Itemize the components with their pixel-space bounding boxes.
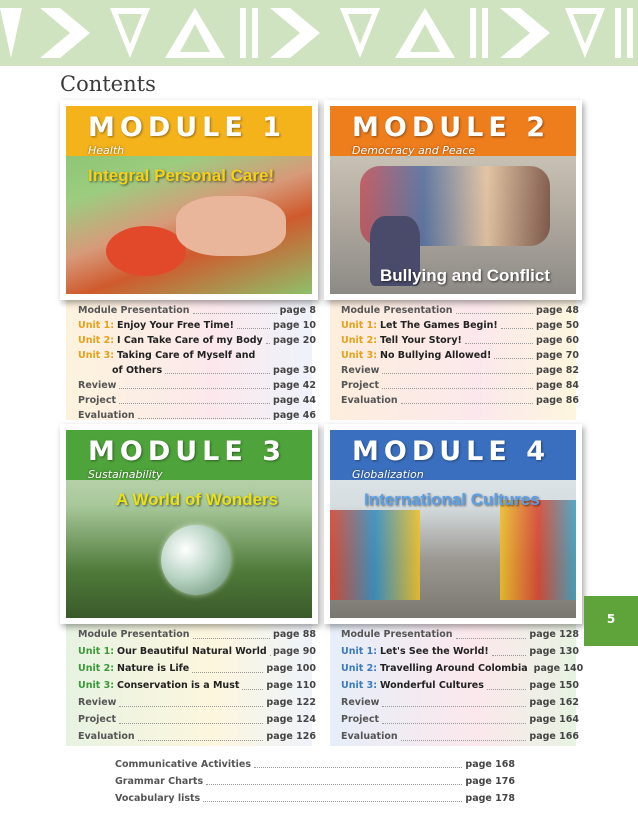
toc-label: Project xyxy=(78,714,117,725)
toc-label: Project xyxy=(78,395,117,406)
street-left-shape xyxy=(330,510,420,600)
toc-row[interactable] xyxy=(78,728,316,745)
module-4-toc xyxy=(341,626,584,745)
toc-row[interactable] xyxy=(78,643,316,660)
toc-row[interactable] xyxy=(341,363,579,378)
toc-page: page 50 xyxy=(536,320,579,331)
toc-page: page 178 xyxy=(465,793,515,804)
toc-dots xyxy=(456,303,533,314)
module-1-title: MODULE 1 xyxy=(88,112,286,143)
toc-dots xyxy=(382,694,526,707)
toc-label: Project xyxy=(341,380,380,391)
toc-label: Module Presentation xyxy=(78,305,190,316)
module-2-title: MODULE 2 xyxy=(352,112,550,143)
toc-dots xyxy=(254,756,462,768)
toc-row[interactable] xyxy=(78,363,316,378)
toc-dots xyxy=(119,378,270,389)
toc-label: Review xyxy=(78,697,117,708)
toc-title: Travelling Around Colombia xyxy=(380,663,528,674)
toc-title: of Others xyxy=(112,365,163,376)
toc-dots xyxy=(119,393,270,404)
toc-dots xyxy=(242,677,263,690)
toc-row[interactable] xyxy=(78,677,316,694)
toc-page: page 42 xyxy=(273,380,316,391)
toc-row[interactable] xyxy=(78,694,316,711)
module-3-subtitle: Sustainability xyxy=(88,468,163,481)
hand-shape xyxy=(176,196,286,256)
toc-row[interactable] xyxy=(341,728,579,745)
toc-page: page 162 xyxy=(529,697,579,708)
toc-page: page 164 xyxy=(529,714,579,725)
toc-label: Evaluation xyxy=(341,731,398,742)
decorative-banner xyxy=(0,0,638,66)
toc-unit: Unit 3: xyxy=(341,350,377,361)
toc-title: I Can Take Care of my Body xyxy=(117,335,263,346)
toc-row[interactable] xyxy=(115,790,515,807)
module-2-subtitle: Democracy and Peace xyxy=(352,144,476,157)
toc-dots xyxy=(203,790,462,802)
toc-row[interactable] xyxy=(78,303,316,318)
toc-dots xyxy=(401,393,533,404)
toc-page: page 10 xyxy=(273,320,316,331)
toc-dots xyxy=(119,711,263,724)
toc-unit: Unit 1: xyxy=(78,646,114,657)
toc-dots xyxy=(165,363,270,374)
toc-label: Module Presentation xyxy=(78,629,190,640)
module-2-card xyxy=(324,100,582,300)
toc-title: Let The Games Begin! xyxy=(380,320,498,331)
toc-row[interactable] xyxy=(115,756,515,773)
toc-title: Let's See the World! xyxy=(380,646,489,657)
toc-page: page 110 xyxy=(266,680,316,691)
toc-page: page 48 xyxy=(536,305,579,316)
toc-dots xyxy=(487,677,527,690)
module-1-name: Integral Personal Care! xyxy=(88,166,275,185)
toc-title: Nature is Life xyxy=(117,663,190,674)
toc-page: page 176 xyxy=(465,776,515,787)
toc-dots xyxy=(138,728,264,741)
module-3-toc xyxy=(78,626,316,745)
toc-title: Taking Care of Myself and xyxy=(117,350,256,361)
toc-title: No Bullying Allowed! xyxy=(380,350,492,361)
toc-page: page 8 xyxy=(279,305,316,316)
toc-row[interactable] xyxy=(78,318,316,333)
toc-page: page 168 xyxy=(465,759,515,770)
module-4-title: MODULE 4 xyxy=(352,436,550,467)
toc-unit: Unit 2: xyxy=(341,335,377,346)
toc-dots xyxy=(193,626,270,639)
toc-title: Tell Your Story! xyxy=(380,335,462,346)
toc-page: page 44 xyxy=(273,395,316,406)
module-2-image xyxy=(330,106,576,294)
toc-row[interactable] xyxy=(341,660,584,677)
toc-label: Module Presentation xyxy=(341,629,453,640)
toc-row[interactable] xyxy=(78,711,316,728)
toc-label: Module Presentation xyxy=(341,305,453,316)
toc-dots xyxy=(192,660,263,673)
module-1-image xyxy=(66,106,312,294)
toc-dots xyxy=(492,643,527,656)
toc-unit: Unit 2: xyxy=(341,663,377,674)
toc-dots xyxy=(237,318,270,329)
toc-title: Enjoy Your Free Time! xyxy=(117,320,234,331)
toc-dots xyxy=(456,626,527,639)
toc-dots xyxy=(119,694,263,707)
toc-unit: Unit 2: xyxy=(78,663,114,674)
toc-page: page 140 xyxy=(533,663,584,674)
toc-page: page 60 xyxy=(536,335,579,346)
toc-page: page 126 xyxy=(266,731,316,742)
toc-dots xyxy=(266,333,270,344)
toc-page: page 46 xyxy=(273,410,316,421)
toc-page: page 124 xyxy=(266,714,316,725)
toc-unit: Unit 1: xyxy=(78,320,114,331)
toc-row[interactable] xyxy=(78,333,316,348)
toc-page: page 86 xyxy=(536,395,579,406)
toc-row[interactable] xyxy=(341,318,579,333)
module-1-subtitle: Health xyxy=(88,144,125,157)
toc-title: Our Beautiful Natural World xyxy=(117,646,267,657)
toc-row[interactable] xyxy=(78,348,316,363)
toc-label: Evaluation xyxy=(341,395,398,406)
toc-dots xyxy=(193,303,277,314)
toc-page: page 150 xyxy=(529,680,579,691)
toc-page: page 166 xyxy=(529,731,579,742)
module-3-name: A World of Wonders xyxy=(116,490,279,509)
toc-row[interactable] xyxy=(78,393,316,408)
toc-page: page 130 xyxy=(529,646,579,657)
toc-dots xyxy=(206,773,462,785)
toc-dots xyxy=(494,348,533,359)
toc-dots xyxy=(401,728,527,741)
appendix-toc xyxy=(115,756,515,807)
module-3-title: MODULE 3 xyxy=(88,436,286,467)
toc-page: page 100 xyxy=(266,663,316,674)
toc-page: page 82 xyxy=(536,365,579,376)
toc-title: Wonderful Cultures xyxy=(380,680,484,691)
toc-row[interactable] xyxy=(78,378,316,393)
toc-row[interactable] xyxy=(78,408,316,423)
toc-page: page 30 xyxy=(273,365,316,376)
module-1-toc xyxy=(78,303,316,423)
tomato-shape xyxy=(106,226,186,276)
toc-label: Review xyxy=(341,365,380,376)
module-4-subtitle: Globalization xyxy=(352,468,424,481)
module-1-card xyxy=(60,100,318,300)
toc-label: Review xyxy=(78,380,117,391)
toc-row[interactable] xyxy=(78,660,316,677)
toc-label: Grammar Charts xyxy=(115,776,204,787)
module-4-name: International Cultures xyxy=(364,490,540,509)
toc-label: Evaluation xyxy=(78,731,135,742)
toc-row[interactable] xyxy=(341,393,579,408)
toc-label: Evaluation xyxy=(78,410,135,421)
toc-unit: Unit 3: xyxy=(78,350,114,361)
module-3-image xyxy=(66,430,312,618)
toc-row[interactable] xyxy=(115,773,515,790)
toc-row[interactable] xyxy=(341,643,579,660)
toc-label: Communicative Activities xyxy=(115,759,251,770)
toc-dots xyxy=(382,711,526,724)
toc-row[interactable] xyxy=(341,303,579,318)
toc-row[interactable] xyxy=(341,711,579,728)
toc-dots xyxy=(382,378,533,389)
street-right-shape xyxy=(500,500,576,600)
toc-page: page 128 xyxy=(529,629,579,640)
toc-label: Project xyxy=(341,714,380,725)
toc-page: page 70 xyxy=(536,350,579,361)
toc-dots xyxy=(501,318,533,329)
page-title: Contents xyxy=(60,72,156,96)
module-2-toc xyxy=(341,303,579,408)
toc-page: page 90 xyxy=(273,646,316,657)
module-4-image xyxy=(330,430,576,618)
module-2-name: Bullying and Conflict xyxy=(380,266,550,285)
crystal-ball-shape xyxy=(161,525,231,595)
toc-label: Review xyxy=(341,697,380,708)
toc-unit: Unit 1: xyxy=(341,320,377,331)
toc-page: page 88 xyxy=(273,629,316,640)
toc-row[interactable] xyxy=(341,333,579,348)
page-number-tab: 5 xyxy=(584,596,638,646)
toc-page: page 84 xyxy=(536,380,579,391)
toc-dots xyxy=(465,333,533,344)
toc-row[interactable] xyxy=(341,348,579,363)
module-3-card xyxy=(60,424,318,624)
toc-page: page 122 xyxy=(266,697,316,708)
toc-dots xyxy=(382,363,533,374)
toc-unit: Unit 3: xyxy=(341,680,377,691)
toc-unit: Unit 1: xyxy=(341,646,377,657)
toc-unit: Unit 2: xyxy=(78,335,114,346)
toc-row[interactable] xyxy=(78,626,316,643)
toc-row[interactable] xyxy=(341,694,579,711)
toc-dots xyxy=(138,408,270,419)
toc-row[interactable] xyxy=(341,677,579,694)
toc-title: Conservation is a Must xyxy=(117,680,240,691)
toc-label: Vocabulary lists xyxy=(115,793,201,804)
toc-row[interactable] xyxy=(341,378,579,393)
toc-row[interactable] xyxy=(341,626,579,643)
toc-unit: Unit 3: xyxy=(78,680,114,691)
module-4-card xyxy=(324,424,582,624)
toc-page: page 20 xyxy=(273,335,316,346)
